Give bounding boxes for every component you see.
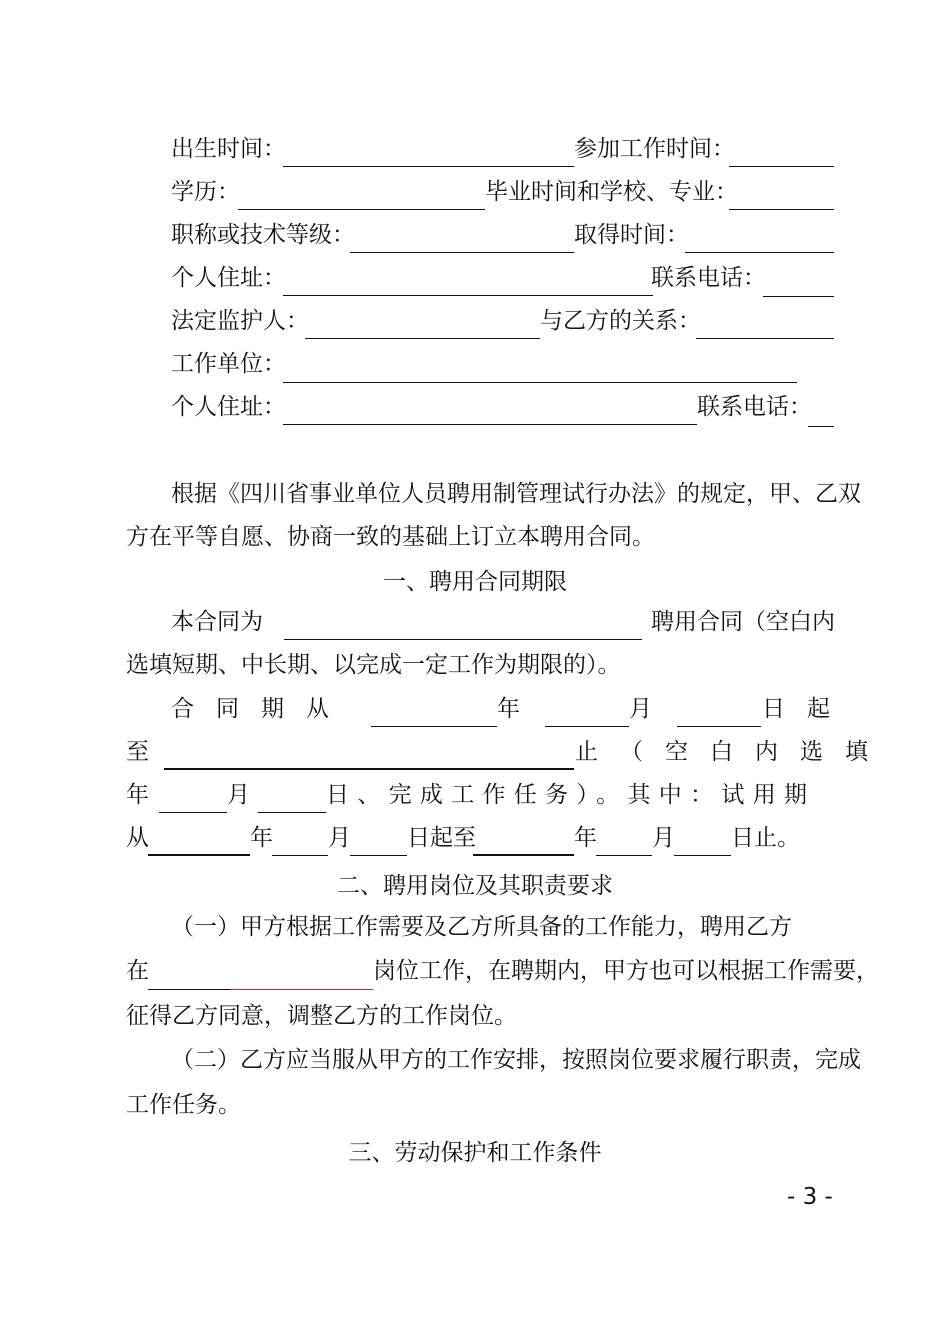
term-start-day-blank[interactable]	[677, 726, 761, 727]
birth-time-blank[interactable]	[283, 166, 574, 167]
term-end-suffix: 止（空白内选填	[575, 739, 890, 765]
work-start-time-label: 参加工作时间：	[574, 136, 735, 162]
section1-heading: 一、聘用合同期限	[383, 569, 567, 595]
page-number: - 3 -	[787, 1184, 833, 1210]
probation-end-day-blank[interactable]	[674, 855, 731, 856]
section2-p2-line2: 工作任务。	[126, 1092, 241, 1118]
term-end-blank[interactable]	[164, 768, 574, 770]
probation-end-label: 日止。	[731, 825, 800, 851]
position-blank-part[interactable]	[148, 989, 230, 990]
term-month-label: 月	[629, 696, 652, 722]
obtain-time-label: 取得时间：	[574, 222, 689, 248]
term-from-label: 合同期从	[171, 696, 351, 722]
phone2-blank[interactable]	[808, 426, 834, 427]
guardian-blank[interactable]	[305, 338, 540, 339]
contract-type-blank[interactable]	[284, 639, 642, 640]
contract-type-note: 选填短期、中长期、以完成一定工作为期限的）。	[126, 652, 621, 678]
probation-end-month-blank[interactable]	[596, 855, 652, 856]
probation-start-year-blank[interactable]	[148, 854, 250, 856]
probation-start-day-blank[interactable]	[350, 855, 407, 856]
term-to-label: 至	[126, 739, 149, 765]
contract-type-prefix: 本合同为	[171, 609, 263, 635]
probation-year2-label: 年	[574, 825, 597, 851]
probation-from-label: 从	[126, 825, 149, 851]
section2-p2-line1: （二）乙方应当服从甲方的工作安排，按照岗位要求履行职责，完成	[171, 1047, 861, 1073]
education-blank[interactable]	[238, 209, 485, 210]
title-level-blank[interactable]	[350, 252, 574, 253]
title-level-label: 职称或技术等级：	[171, 222, 355, 248]
graduation-blank[interactable]	[729, 209, 834, 210]
work-unit-label: 工作单位：	[171, 351, 286, 377]
guardian-label: 法定监护人：	[171, 308, 309, 334]
contract-type-suffix: 聘用合同（空白内	[651, 609, 835, 635]
intro-line-2: 方在平等自愿、协商一致的基础上订立本聘用合同。	[126, 524, 655, 550]
term-year-label: 年	[497, 696, 520, 722]
term-end-rest: 日、完成工作任务）。其中：试用期	[326, 782, 816, 808]
address-label: 个人住址：	[171, 265, 286, 291]
section2-p1-line3: 征得乙方同意，调整乙方的工作岗位。	[126, 1003, 517, 1029]
term-end-month-label: 月	[227, 782, 250, 808]
section2-p1-at: 在	[126, 958, 149, 984]
term-start-month-blank[interactable]	[545, 726, 629, 727]
probation-year-label: 年	[250, 825, 273, 851]
relation-label: 与乙方的关系：	[540, 308, 701, 334]
term-start-year-blank[interactable]	[371, 726, 497, 727]
work-start-time-blank[interactable]	[729, 166, 834, 167]
graduation-label: 毕业时间和学校、专业：	[485, 179, 738, 205]
probation-dayto-label: 日起至	[407, 825, 476, 851]
address2-blank[interactable]	[283, 424, 697, 425]
address-blank[interactable]	[283, 295, 653, 296]
term-day-from-label: 日起	[762, 696, 852, 722]
relation-blank[interactable]	[696, 338, 834, 339]
probation-start-month-blank[interactable]	[272, 855, 328, 856]
section2-heading: 二、聘用岗位及其职责要求	[337, 873, 613, 899]
obtain-time-blank[interactable]	[685, 252, 834, 253]
phone2-label: 联系电话：	[697, 394, 812, 420]
intro-line-1: 根据《四川省事业单位人员聘用制管理试行办法》的规定，甲、乙双	[171, 481, 861, 507]
probation-end-year-blank[interactable]	[473, 854, 574, 856]
address2-label: 个人住址：	[171, 394, 286, 420]
probation-month-label: 月	[328, 825, 351, 851]
section3-heading: 三、劳动保护和工作条件	[348, 1140, 602, 1166]
phone-label: 联系电话：	[651, 265, 766, 291]
phone-blank[interactable]	[763, 296, 834, 297]
term-end-year-label: 年	[126, 782, 149, 808]
section2-p1-line1: （一）甲方根据工作需要及乙方所具备的工作能力，聘用乙方	[171, 914, 792, 940]
birth-time-label: 出生时间：	[171, 136, 286, 162]
work-unit-blank[interactable]	[283, 382, 797, 383]
section2-p1-line2: 岗位工作，在聘期内，甲方也可以根据工作需要，	[373, 958, 879, 984]
term-end-month-blank[interactable]	[159, 812, 227, 813]
term-end-day-blank[interactable]	[258, 812, 326, 813]
position-blank[interactable]	[230, 989, 373, 990]
education-label: 学历：	[171, 179, 240, 205]
probation-month2-label: 月	[652, 825, 675, 851]
